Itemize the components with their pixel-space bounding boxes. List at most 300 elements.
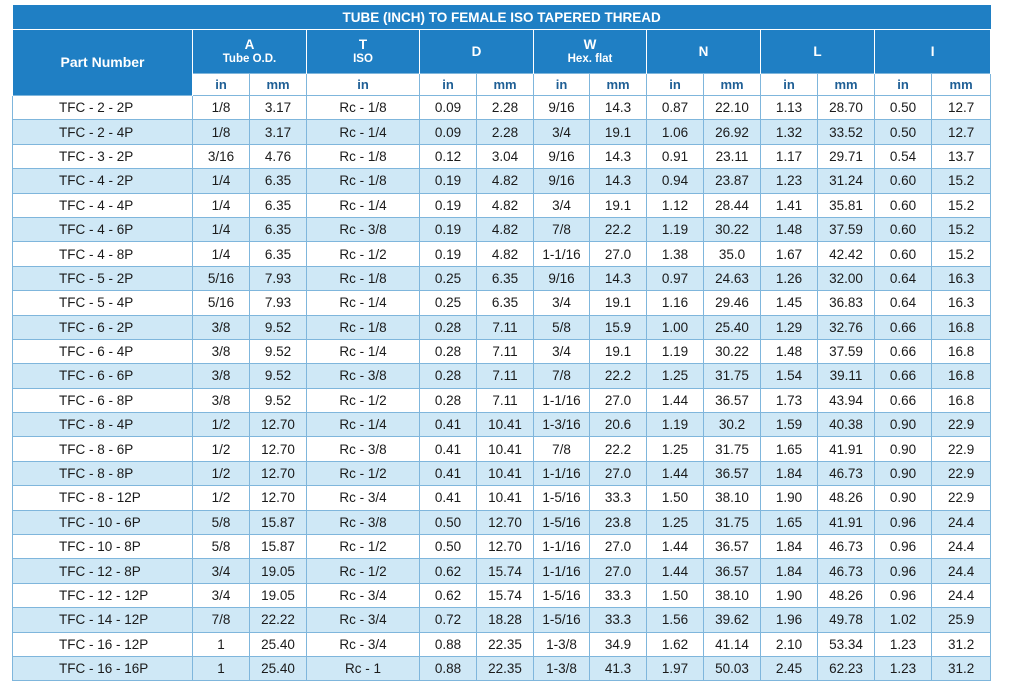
table-cell: 12.70 [477,510,534,534]
part-number-cell: TFC - 12 - 8P [13,559,193,583]
table-cell: Rc - 3/4 [307,608,420,632]
table-cell: Rc - 1/8 [307,169,420,193]
table-cell: 35.81 [818,193,875,217]
table-row [13,339,991,363]
table-cell: 19.1 [590,339,647,363]
table-cell: Rc - 1/4 [307,291,420,315]
part-number-cell: TFC - 6 - 4P [13,339,193,363]
table-cell: 29.71 [818,144,875,168]
table-cell: 12.70 [477,535,534,559]
table-cell: 62.23 [818,656,875,680]
table-cell: 1.90 [761,486,818,510]
table-cell: 15.2 [932,217,991,241]
table-cell: 34.9 [590,632,647,656]
table-cell: 0.54 [875,144,932,168]
unit-cell: mm [590,74,647,96]
header-w-letter: W [583,36,597,52]
table-cell: 25.40 [250,632,307,656]
table-cell: 0.60 [875,193,932,217]
table-cell: 6.35 [477,266,534,290]
table-cell: 15.9 [590,315,647,339]
table-cell: 7/8 [193,608,250,632]
table-cell: 1/4 [193,169,250,193]
table-cell: 46.73 [818,559,875,583]
table-cell: 48.26 [818,486,875,510]
table-cell: 39.62 [704,608,761,632]
table-cell: 1.44 [647,535,704,559]
table-cell: 1-5/16 [534,583,590,607]
table-cell: 16.8 [932,315,991,339]
table-cell: 1 [193,656,250,680]
table-cell: 15.87 [250,510,307,534]
table-cell: 22.22 [250,608,307,632]
table-cell: Rc - 3/4 [307,632,420,656]
table-cell: 31.24 [818,169,875,193]
table-cell: 1/2 [193,413,250,437]
table-cell: 24.4 [932,510,991,534]
table-cell: 1.48 [761,339,818,363]
table-cell: 1-1/16 [534,559,590,583]
table-cell: 15.2 [932,242,991,266]
table-cell: 1.44 [647,388,704,412]
table-cell: Rc - 1/8 [307,315,420,339]
table-cell: 0.87 [647,96,704,120]
table-cell: 0.12 [420,144,477,168]
table-cell: 12.7 [932,120,991,144]
table-cell: 0.62 [420,583,477,607]
table-row [13,169,991,193]
table-cell: 5/8 [534,315,590,339]
table-cell: 1.65 [761,510,818,534]
table-cell: 7/8 [534,364,590,388]
table-cell: 1.19 [647,217,704,241]
unit-cell: in [761,74,818,96]
table-cell: 31.2 [932,656,991,680]
table-cell: 22.2 [590,217,647,241]
part-number-cell: TFC - 14 - 12P [13,608,193,632]
table-cell: 0.41 [420,413,477,437]
table-cell: 27.0 [590,461,647,485]
table-cell: Rc - 3/8 [307,437,420,461]
table-row [13,583,991,607]
table-cell: 15.2 [932,193,991,217]
table-cell: 31.75 [704,437,761,461]
table-cell: 36.57 [704,559,761,583]
header-d: D [420,30,534,74]
header-n: N [647,30,761,74]
table-cell: 12.70 [250,413,307,437]
table-cell: 1-5/16 [534,608,590,632]
table-cell: 25.40 [250,656,307,680]
table-cell: 6.35 [477,291,534,315]
part-number-cell: TFC - 4 - 2P [13,169,193,193]
table-cell: 12.70 [250,486,307,510]
table-cell: 1.25 [647,437,704,461]
table-cell: 1/4 [193,217,250,241]
table-cell: 0.91 [647,144,704,168]
table-cell: 50.03 [704,656,761,680]
table-cell: 49.78 [818,608,875,632]
table-cell: Rc - 1/4 [307,339,420,363]
table-cell: 32.76 [818,315,875,339]
table-cell: 5/16 [193,291,250,315]
table-title: TUBE (INCH) TO FEMALE ISO TAPERED THREAD [13,5,991,30]
table-cell: 1/2 [193,437,250,461]
table-cell: 0.66 [875,364,932,388]
part-number-cell: TFC - 8 - 4P [13,413,193,437]
table-cell: 0.25 [420,266,477,290]
part-number-cell: TFC - 4 - 4P [13,193,193,217]
table-cell: 22.2 [590,364,647,388]
table-cell: 23.8 [590,510,647,534]
table-cell: 4.82 [477,169,534,193]
table-row [13,144,991,168]
table-cell: 0.96 [875,535,932,559]
table-cell: 3/8 [193,388,250,412]
table-cell: 1/2 [193,486,250,510]
table-cell: 19.1 [590,120,647,144]
table-cell: 3/4 [193,559,250,583]
table-cell: 1.50 [647,486,704,510]
table-cell: 27.0 [590,242,647,266]
table-cell: 1-3/16 [534,413,590,437]
table-row [13,510,991,534]
table-cell: 3.04 [477,144,534,168]
unit-cell: in [420,74,477,96]
part-number-cell: TFC - 5 - 4P [13,291,193,315]
part-number-cell: TFC - 2 - 4P [13,120,193,144]
table-cell: 3/4 [534,193,590,217]
table-cell: 0.96 [875,510,932,534]
table-cell: 9/16 [534,169,590,193]
table-cell: 0.64 [875,266,932,290]
table-cell: 25.40 [704,315,761,339]
table-cell: 1-1/16 [534,461,590,485]
table-cell: Rc - 1/2 [307,388,420,412]
table-cell: 0.64 [875,291,932,315]
table-cell: 0.90 [875,437,932,461]
table-cell: 0.25 [420,291,477,315]
table-cell: Rc - 1/2 [307,559,420,583]
table-cell: 30.2 [704,413,761,437]
table-cell: 1.25 [647,510,704,534]
table-cell: 5/8 [193,510,250,534]
table-cell: 41.3 [590,656,647,680]
table-cell: 22.9 [932,437,991,461]
table-cell: 19.05 [250,559,307,583]
table-cell: 0.50 [875,120,932,144]
table-row [13,486,991,510]
table-cell: Rc - 1/8 [307,144,420,168]
table-cell: 33.3 [590,486,647,510]
table-cell: 0.09 [420,96,477,120]
table-cell: 1.12 [647,193,704,217]
table-cell: 22.2 [590,437,647,461]
table-cell: 33.3 [590,583,647,607]
unit-cell: in [193,74,250,96]
table-cell: Rc - 1/8 [307,96,420,120]
table-cell: 25.9 [932,608,991,632]
table-cell: 0.90 [875,461,932,485]
unit-cell: mm [250,74,307,96]
table-cell: 0.90 [875,486,932,510]
table-cell: 0.19 [420,217,477,241]
table-cell: 35.0 [704,242,761,266]
spec-table-container [12,5,990,681]
table-cell: 0.28 [420,315,477,339]
table-cell: 1-5/16 [534,510,590,534]
table-cell: 1.25 [647,364,704,388]
header-t-sub: ISO [353,52,373,65]
table-cell: 46.73 [818,461,875,485]
table-cell: 1.97 [647,656,704,680]
part-number-cell: TFC - 5 - 2P [13,266,193,290]
table-cell: 15.87 [250,535,307,559]
table-cell: 1.67 [761,242,818,266]
table-cell: 41.14 [704,632,761,656]
table-cell: 12.70 [250,437,307,461]
table-cell: 0.41 [420,461,477,485]
table-cell: 1-1/16 [534,388,590,412]
header-t-letter: T [358,36,368,52]
table-cell: 1.54 [761,364,818,388]
table-cell: 16.8 [932,339,991,363]
table-cell: 18.28 [477,608,534,632]
table-cell: 1.38 [647,242,704,266]
table-cell: 0.72 [420,608,477,632]
table-cell: 1.17 [761,144,818,168]
part-number-cell: TFC - 8 - 12P [13,486,193,510]
table-row [13,120,991,144]
unit-cell: in [647,74,704,96]
table-cell: 28.70 [818,96,875,120]
unit-cell: in [534,74,590,96]
table-cell: Rc - 3/4 [307,583,420,607]
table-row [13,388,991,412]
table-cell: 43.94 [818,388,875,412]
table-row [13,217,991,241]
table-cell: 0.90 [875,413,932,437]
table-cell: 1.41 [761,193,818,217]
table-cell: 36.83 [818,291,875,315]
unit-cell: in [875,74,932,96]
table-cell: 10.41 [477,437,534,461]
table-row [13,437,991,461]
table-cell: 1.23 [761,169,818,193]
table-cell: 28.44 [704,193,761,217]
table-cell: 30.22 [704,339,761,363]
unit-cell: mm [704,74,761,96]
table-cell: 9/16 [534,144,590,168]
unit-cell: mm [932,74,991,96]
table-cell: 1.84 [761,535,818,559]
table-cell: 20.6 [590,413,647,437]
table-cell: 0.60 [875,217,932,241]
table-cell: Rc - 1/2 [307,242,420,266]
table-cell: Rc - 3/8 [307,217,420,241]
table-cell: 0.09 [420,120,477,144]
table-cell: 1.06 [647,120,704,144]
table-cell: 14.3 [590,96,647,120]
table-cell: Rc - 3/8 [307,510,420,534]
table-cell: 37.59 [818,217,875,241]
table-cell: 10.41 [477,486,534,510]
part-number-cell: TFC - 12 - 12P [13,583,193,607]
table-cell: 3.17 [250,96,307,120]
table-cell: 14.3 [590,169,647,193]
table-row [13,559,991,583]
table-cell: 37.59 [818,339,875,363]
part-number-cell: TFC - 2 - 2P [13,96,193,120]
table-cell: 0.19 [420,193,477,217]
table-cell: 33.52 [818,120,875,144]
header-part-number: Part Number [13,30,193,96]
table-cell: 1.19 [647,339,704,363]
unit-cell: in [307,74,420,96]
part-number-cell: TFC - 6 - 8P [13,388,193,412]
table-cell: 0.97 [647,266,704,290]
part-number-cell: TFC - 10 - 6P [13,510,193,534]
table-cell: 46.73 [818,535,875,559]
table-row [13,291,991,315]
table-cell: 26.92 [704,120,761,144]
table-cell: 1/4 [193,242,250,266]
table-cell: 1-5/16 [534,486,590,510]
table-cell: 0.28 [420,388,477,412]
table-cell: 1.56 [647,608,704,632]
table-cell: 7.93 [250,266,307,290]
table-cell: 41.91 [818,437,875,461]
table-cell: 1.65 [761,437,818,461]
table-cell: 16.8 [932,388,991,412]
table-cell: Rc - 1/2 [307,535,420,559]
part-number-cell: TFC - 8 - 6P [13,437,193,461]
table-body [13,96,991,681]
table-cell: 1.00 [647,315,704,339]
table-cell: 5/16 [193,266,250,290]
table-cell: 0.19 [420,169,477,193]
table-cell: 33.3 [590,608,647,632]
table-cell: 22.9 [932,486,991,510]
table-cell: Rc - 1/4 [307,120,420,144]
table-cell: 0.50 [875,96,932,120]
table-cell: 1.29 [761,315,818,339]
table-cell: 1-3/8 [534,656,590,680]
part-number-cell: TFC - 16 - 12P [13,632,193,656]
table-cell: Rc - 3/4 [307,486,420,510]
header-a-letter: A [244,36,255,52]
table-cell: 6.35 [250,242,307,266]
unit-cell: mm [477,74,534,96]
table-cell: 1.44 [647,461,704,485]
table-cell: Rc - 1/2 [307,461,420,485]
table-cell: 0.66 [875,339,932,363]
table-cell: 0.19 [420,242,477,266]
table-cell: 31.75 [704,510,761,534]
table-cell: 27.0 [590,559,647,583]
table-cell: 2.10 [761,632,818,656]
table-cell: 0.94 [647,169,704,193]
table-cell: 29.46 [704,291,761,315]
table-cell: 4.76 [250,144,307,168]
table-cell: 9.52 [250,315,307,339]
table-cell: 3/8 [193,339,250,363]
header-t [307,30,420,74]
table-cell: 6.35 [250,193,307,217]
table-cell: 42.42 [818,242,875,266]
table-cell: 0.50 [420,510,477,534]
table-cell: 0.66 [875,388,932,412]
table-cell: Rc - 1 [307,656,420,680]
header-a-sub: Tube O.D. [222,52,277,65]
table-cell: 36.57 [704,388,761,412]
table-cell: 2.45 [761,656,818,680]
table-cell: 1-3/8 [534,632,590,656]
table-cell: 36.57 [704,461,761,485]
table-cell: 6.35 [250,217,307,241]
table-cell: Rc - 3/8 [307,364,420,388]
table-cell: 1.48 [761,217,818,241]
table-cell: 12.70 [250,461,307,485]
table-cell: 14.3 [590,266,647,290]
table-cell: 23.87 [704,169,761,193]
table-cell: 3/16 [193,144,250,168]
table-cell: 1.50 [647,583,704,607]
table-cell: 30.22 [704,217,761,241]
table-cell: 3/8 [193,364,250,388]
table-cell: 53.34 [818,632,875,656]
table-cell: 4.82 [477,217,534,241]
table-cell: 38.10 [704,486,761,510]
table-cell: 22.9 [932,461,991,485]
table-cell: 1/8 [193,96,250,120]
table-cell: Rc - 1/4 [307,413,420,437]
table-cell: 12.7 [932,96,991,120]
table-cell: 36.57 [704,535,761,559]
table-cell: 0.60 [875,169,932,193]
table-cell: 7/8 [534,437,590,461]
table-cell: 1-1/16 [534,535,590,559]
table-cell: 27.0 [590,535,647,559]
table-cell: 9.52 [250,388,307,412]
table-cell: 7/8 [534,217,590,241]
table-row [13,96,991,120]
part-number-cell: TFC - 4 - 8P [13,242,193,266]
table-row [13,632,991,656]
table-cell: 0.96 [875,583,932,607]
table-cell: 22.35 [477,656,534,680]
table-cell: 1.32 [761,120,818,144]
table-cell: 9.52 [250,364,307,388]
table-cell: 24.63 [704,266,761,290]
table-cell: 0.88 [420,656,477,680]
table-cell: 23.11 [704,144,761,168]
table-cell: 1.16 [647,291,704,315]
table-cell: 15.74 [477,583,534,607]
header-l: L [761,30,875,74]
table-cell: 7.93 [250,291,307,315]
table-cell: 1.23 [875,656,932,680]
table-cell: 27.0 [590,388,647,412]
part-number-cell: TFC - 3 - 2P [13,144,193,168]
table-row [13,193,991,217]
part-number-cell: TFC - 16 - 16P [13,656,193,680]
table-cell: 0.28 [420,364,477,388]
spec-table [12,5,991,681]
table-cell: 24.4 [932,535,991,559]
table-cell: 2.28 [477,120,534,144]
table-cell: 7.11 [477,315,534,339]
